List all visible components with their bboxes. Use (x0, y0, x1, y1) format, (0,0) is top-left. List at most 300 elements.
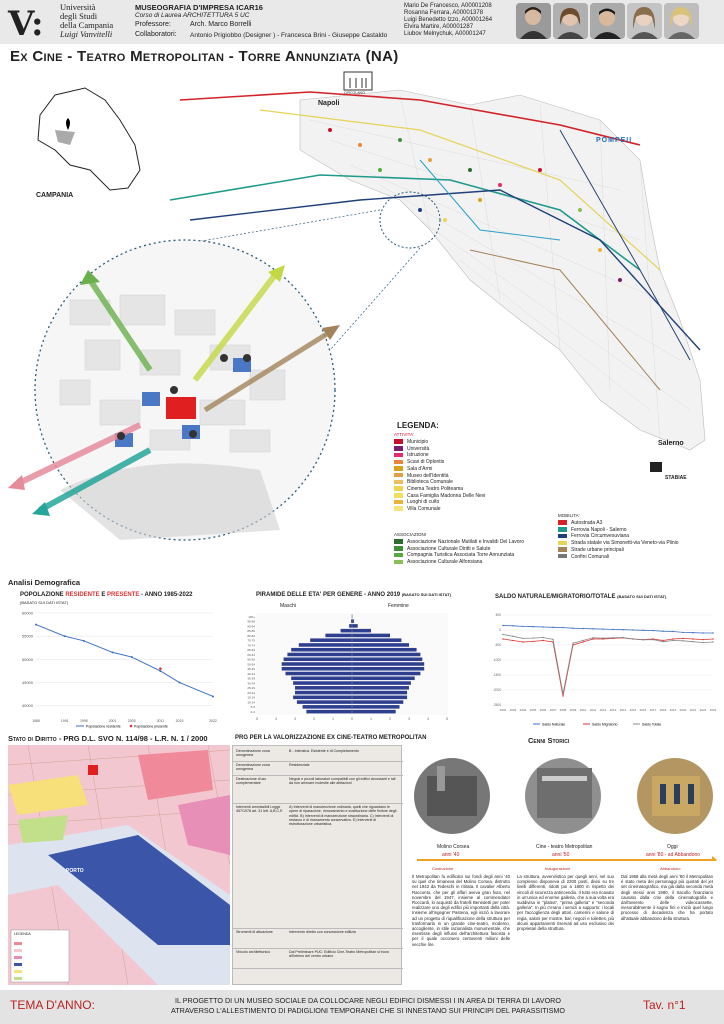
student-3: Luigi Benedetto Izzo, A00001264 (404, 17, 493, 23)
university-name-2: degli Studi (60, 11, 98, 21)
bar-male (310, 638, 352, 642)
legend-label: Biblioteca Comunale (407, 479, 453, 486)
focus-connector-2 (330, 248, 420, 350)
legend-label: Saldo Naturale (542, 722, 566, 727)
legend-item (394, 439, 485, 446)
cenni-col3: Dal 1958 alla metà degli anni '80 il Metropolitan è stato meta dei personaggi più quotati del jet set cinematografico, ma già dalla seconda metà degli stessi anni 1980, il tracollo finanziario causato dalla crisi della cinematografia e dall'avvento delle videocassette, inesorabilmente il sogno finì e iniziò quel lungo processo di decadenza che ha portato all'attuale abbandono della struttura. (621, 874, 713, 921)
data-point (642, 630, 643, 631)
data-point (602, 628, 603, 629)
bar-female (352, 667, 424, 671)
data-point (672, 638, 673, 639)
student-photo-2 (553, 3, 588, 39)
data-point (712, 632, 713, 633)
legend-item (394, 539, 524, 546)
y-tick-label: 60000 (21, 610, 33, 616)
data-point (662, 640, 663, 641)
tav-number: Tav. n°1 (643, 998, 686, 1012)
series-line-residente (36, 625, 213, 697)
student-2: Rosanna Ferrara, A00001378 (404, 10, 484, 16)
legend-label: Ferrovia Circumvesuviana (571, 533, 630, 540)
saldo-chart (485, 605, 717, 732)
series-line (503, 626, 713, 634)
data-point (592, 638, 593, 639)
data-point (692, 641, 693, 642)
category-label: 55-59 (247, 657, 255, 662)
data-point (652, 639, 653, 640)
data-point (682, 638, 683, 639)
category-label: 60-64 (247, 652, 255, 657)
bar-female (352, 681, 411, 685)
data-point (159, 670, 161, 672)
legend-swatch (558, 554, 567, 559)
legend-label: Compagnia Turistica Associata Torre Annunziata (407, 552, 515, 559)
pompei-label: POMPEII (596, 137, 633, 144)
legend-item (394, 552, 524, 559)
category-label: 65-69 (247, 648, 255, 653)
x-tick-label: 2017 (649, 708, 657, 712)
category-label: 20-24 (247, 690, 255, 695)
x-tick-label: 2011 (589, 708, 597, 712)
bar-female (352, 700, 403, 704)
legend-swatch (394, 493, 403, 498)
prg-legend-title: LEGENDA (14, 932, 31, 936)
data-point-presente (159, 667, 162, 670)
legend-item (394, 466, 485, 473)
prg-row-key: Vincolo architettonico (236, 950, 271, 954)
category-label: 50-54 (247, 662, 255, 667)
y-tick-label: -2500 (492, 703, 501, 708)
site-marker-blue-1 (142, 392, 160, 406)
prg-row-divider (233, 948, 403, 949)
legend-item (394, 499, 485, 506)
legend-item (558, 540, 679, 547)
category-label: 5-9 (250, 705, 255, 710)
prg-row-divider (233, 928, 403, 929)
student-4: Elvira Martire, A00001287 (404, 24, 474, 30)
prg-row-key: Destinazione d'uso complementare (236, 777, 267, 786)
x-tick-label: 2022 (209, 719, 217, 723)
x-tick-label: 2015 (175, 719, 184, 723)
x-tick-label: 1991 (60, 719, 69, 723)
data-point (512, 640, 513, 641)
legend-item (394, 452, 485, 459)
prg-row-value: Residenziale (289, 763, 310, 767)
x-tick-label: 3 (408, 717, 410, 721)
legend-mobilita-title: MOBILITA' (558, 513, 580, 518)
legend-item (394, 459, 485, 466)
data-point (592, 637, 593, 638)
legend-swatch (394, 439, 403, 444)
timeline-1: anni '40 (442, 852, 460, 858)
x-tick-label: 1 (370, 717, 372, 721)
chart2-female-label: Femmine (388, 603, 409, 609)
bar-male (303, 705, 352, 709)
x-tick-label: 2021 (689, 708, 697, 712)
x-tick-label: 2007 (549, 708, 557, 712)
y-tick-label: -500 (494, 643, 501, 648)
prg-row-key: Strumenti di attuazione (236, 930, 273, 934)
legend-label: Associazione Nazionale Mutilati e Invalidi Del Lavoro (407, 539, 525, 545)
student-photo-5 (664, 3, 699, 39)
data-point (522, 626, 523, 627)
legend-label: Popolazione residente (86, 724, 121, 729)
data-point (502, 625, 503, 626)
y-tick-label: -2000 (492, 688, 501, 693)
legend-item (394, 546, 524, 553)
data-point (522, 641, 523, 642)
x-tick-label: 2009 (569, 708, 577, 712)
legend-label: Villa Comunale (407, 506, 441, 513)
x-tick-label: 2015 (629, 708, 637, 712)
bar-female (352, 705, 400, 709)
cenni-title: Cenni Storici (528, 736, 570, 745)
category-label: 40-44 (247, 671, 255, 676)
prg-row-value: Negozi e piccoli laboratori compatibili con gli edifici circostanti e tali da non arrecare molestie alle abitazioni (289, 777, 396, 786)
x-tick-label: 4 (427, 717, 429, 721)
prg-row-divider (233, 775, 403, 776)
data-point (64, 635, 66, 637)
data-point (712, 638, 713, 639)
legend-label: Cinema Teatro Politeama (407, 485, 464, 492)
timeline-3b: Abbandono (660, 866, 681, 871)
legend-label: Municipio (407, 439, 429, 445)
y-tick-label: 55000 (21, 633, 33, 639)
data-point (512, 625, 513, 626)
prg-row-value: A) Interventi di manutenzione ordinaria, quelli che riguardano le opere di riparazione, rinnovamento e sostituzione delle finiture degli edifici. B) Interventi di manutenzione straordinaria. C) Interventi di restauro e di risanamento conservativo. E) Interventi di ristrutturazione urbanistica. (289, 805, 397, 827)
prg-row-value: Dal Preliminare PUC: Edificio Cine-Teatro Metropolitan si trova all'interno del centro urbano (289, 950, 389, 959)
data-point (672, 640, 673, 641)
bar-female (352, 643, 409, 647)
x-tick-label: 1995 (79, 719, 88, 723)
bar-male (291, 648, 352, 652)
legend-swatch (558, 547, 567, 552)
bar-female (352, 624, 358, 628)
prg-site-marker (88, 765, 98, 775)
x-tick-label: 2005 (529, 708, 537, 712)
bar-female (352, 648, 417, 652)
legend-label: Istruzione (407, 452, 429, 459)
data-point (662, 631, 663, 632)
data-point (652, 630, 653, 631)
x-tick-label: 3 (294, 717, 296, 721)
bar-male (287, 653, 352, 657)
x-tick-label: 5 (446, 717, 448, 721)
x-tick-label: 2011 (156, 719, 165, 723)
prg-row-divider (233, 803, 403, 804)
bar-female (352, 619, 354, 623)
bar-male (295, 691, 352, 695)
campania-outline (38, 88, 140, 190)
x-tick-label: 5 (256, 717, 258, 721)
salerno-label: Salerno (658, 440, 684, 447)
tema-line-1: IL PROGETTO DI UN MUSEO SOCIALE DA COLLOCARE NEGLI EDIFICI DISMESSI I IN AREA DI TERRA DI LAVORO (175, 996, 561, 1005)
data-point (35, 624, 37, 626)
data-point (712, 641, 713, 642)
x-tick-label: 4 (275, 717, 277, 721)
y-tick-label: 40000 (21, 703, 33, 709)
university-name-3: della Campania (60, 20, 114, 30)
bar-male (284, 657, 352, 661)
prg-val-title: PRG PER LA VALORIZZAZIONE EX CINE-TEATRO METROPOLITAN (235, 735, 427, 741)
timeline-1b: Costruzione (432, 866, 454, 871)
data-point (682, 632, 683, 633)
circolano-label: CIRCOLANO (344, 91, 365, 95)
prg-map (8, 745, 230, 985)
data-point (702, 632, 703, 633)
student-photo-4 (627, 3, 662, 39)
footer-bar (0, 990, 724, 1024)
x-tick-label: 2004 (519, 708, 527, 712)
course-title: MUSEOGRAFIA D'IMPRESA ICAR16 (135, 3, 263, 12)
x-tick-label: 2 (389, 717, 391, 721)
legend-item (558, 533, 679, 540)
header-bar (0, 0, 724, 44)
bar-female (352, 634, 390, 638)
legend-label: Associazione Culturale Alfonsiana (407, 559, 483, 566)
prg-row-value: B - Intensiva. Esistente e di Completamento (289, 749, 359, 753)
bar-female (352, 657, 422, 661)
y-tick-label: -1500 (492, 673, 501, 678)
data-point (532, 641, 533, 642)
legend-dot (130, 725, 133, 728)
x-tick-label: 1985 (32, 719, 40, 723)
legend-swatch (558, 541, 567, 546)
legend-label: Strade urbane principali (571, 546, 624, 553)
x-tick-label: 2014 (619, 708, 627, 712)
data-point (532, 626, 533, 627)
legend-label: Luoghi di culto (407, 499, 440, 506)
prg-table (232, 745, 402, 985)
legend-swatch (558, 527, 567, 532)
arrow-pink-1-head (8, 475, 25, 490)
category-label: 45-49 (247, 667, 255, 672)
legend-item (558, 547, 679, 554)
bar-female (352, 662, 424, 666)
chart1-sub: (BASATO SUI DATI ISTAT) (20, 600, 69, 605)
bar-female (352, 696, 407, 700)
data-point (502, 634, 503, 635)
y-tick-label: 45000 (21, 680, 33, 686)
x-tick-label: 2013 (609, 708, 617, 712)
data-point (692, 632, 693, 633)
age-pyramid-chart (232, 610, 472, 732)
student-1: Mario De Francesco, A00001208 (404, 3, 492, 9)
data-point (612, 629, 613, 630)
data-point (682, 640, 683, 641)
category-label: 80-84 (247, 633, 255, 638)
data-point (702, 639, 703, 640)
legend-label: Saldo Migratorio (592, 722, 618, 727)
prg-row-key: Denominazione zona omogenea (236, 749, 270, 758)
legend-swatch (394, 560, 403, 565)
data-point (562, 693, 563, 694)
university-logo: V: (8, 4, 44, 44)
degree-line: Corso di Laurea ARCHITETTURA 5 UC (135, 12, 250, 19)
bar-male (295, 686, 352, 690)
legend-swatch (394, 546, 403, 551)
tema-label: TEMA D'ANNO: (10, 998, 95, 1012)
data-point (702, 642, 703, 643)
data-point (542, 637, 543, 638)
data-point (562, 627, 563, 628)
bar-male (325, 634, 352, 638)
campania-label: CAMPANIA (36, 192, 74, 199)
category-label: 15-19 (247, 695, 255, 700)
data-point (672, 631, 673, 632)
y-tick-label: 500 (495, 613, 501, 618)
category-label: 30-34 (247, 681, 255, 686)
legend-associazioni-list (394, 539, 524, 566)
legend-item (394, 506, 485, 513)
legend-swatch (394, 539, 403, 544)
bar-female (352, 691, 407, 695)
legend-label: Università (407, 445, 430, 452)
legend-mobilita-list (558, 520, 679, 560)
data-point (512, 636, 513, 637)
category-label: 95-99 (247, 619, 255, 624)
data-point (692, 638, 693, 639)
legend-label: Associazione Culturale Diritti e Salute (407, 545, 491, 552)
legend-label: Scavi di Oplontis (407, 459, 445, 466)
category-label: 75-79 (247, 638, 255, 643)
x-tick-label: 2006 (539, 708, 547, 712)
legend-item (394, 479, 485, 486)
x-tick-label: 2 (313, 717, 315, 721)
data-point (592, 628, 593, 629)
category-label: 0-4 (250, 710, 255, 714)
legend-swatch (394, 473, 403, 478)
prg-row-divider (233, 761, 403, 762)
bar-male (341, 629, 352, 633)
chart2-male-label: Maschi (280, 603, 296, 609)
x-tick-label: 2002 (499, 708, 507, 712)
data-point (632, 638, 633, 639)
data-point (622, 629, 623, 630)
data-point (542, 626, 543, 627)
legend-label: Museo dell'Identità (407, 472, 449, 479)
professor-name: Arch. Marco Borrelli (190, 21, 252, 28)
legend-item (394, 493, 485, 500)
legend-swatch (558, 520, 567, 525)
legend-item (394, 446, 485, 453)
legend-item (558, 554, 679, 561)
data-point (572, 628, 573, 629)
series-line (503, 635, 713, 694)
university-name-4: Luigi Vanvitelli (60, 29, 113, 39)
data-point (552, 627, 553, 628)
legend-swatch (558, 534, 567, 539)
data-point (522, 638, 523, 639)
legend-item (558, 520, 679, 527)
legend-swatch (394, 466, 403, 471)
legend-title: LEGENDA: (397, 421, 439, 430)
legend-label: Autostrada A3 (571, 520, 603, 526)
x-tick-label: 2001 (108, 719, 117, 723)
porto-label: PORTO (66, 868, 84, 874)
legend-label: Ferrovia Napoli - Salerno (571, 526, 627, 533)
prg-row-key: Denominazione zona omogenea (236, 763, 270, 772)
analisi-title: Analisi Demografica (8, 578, 81, 587)
x-tick-label: 2019 (669, 708, 677, 712)
data-point (542, 640, 543, 641)
bar-male (299, 643, 352, 647)
legend-label: Popolazione presente (134, 724, 168, 729)
legend-item (394, 559, 524, 566)
data-point (562, 695, 563, 696)
category-label: 70-74 (247, 643, 255, 648)
data-point (112, 651, 114, 653)
timeline-3: anni '80 - ad Abbandono (646, 852, 701, 858)
category-label: 90-94 (247, 624, 255, 629)
collaborators-label: Collaboratori: (135, 31, 177, 38)
circolano-logo-icon (344, 72, 372, 90)
x-tick-label: 2023 (709, 708, 717, 712)
legend-associazioni-title: ASSOCIAZIONI (394, 532, 427, 537)
data-point (212, 695, 214, 697)
legend-swatch (394, 500, 403, 505)
data-point (612, 637, 613, 638)
bar-male (293, 696, 352, 700)
napoli-label: Napoli (318, 100, 340, 107)
cenni-col1: Il Metropolitan fu edificato sui fondi degli anni '40 su quel che rimaneva del Molino Corsea, distrutto nel 1943 da Tedeschi in ritirata. Il cavalier Alberto Racconto, che per gli affari aveva gran fiuto, nel novembre del 1947, insieme al commendator Roccardi, lo acquistò da fratelli Benedetti per poter realizzare uno degli edifici più importanti della città. Insieme all'ingegner Pastena, egli iniziò a lavorare ad un progetto di riqualificazione della struttura per trasformarla in un grande cine-teatro, moderno, accogliente, in stile razionalista monumentale, che risentisse degli influssi dell'architettura fascista e per il quale occorsero centoventi milioni delle vecchie lire. (412, 874, 510, 947)
bar-male (282, 667, 352, 671)
category-label: 100+ (248, 614, 255, 619)
y-tick-label: 50000 (21, 656, 33, 662)
data-point (662, 641, 663, 642)
data-point (131, 656, 133, 658)
photo1-label: Molino Corsea (437, 844, 470, 850)
x-tick-label: 2016 (639, 708, 647, 712)
data-point (632, 629, 633, 630)
legend-label: Sala d'Armi (407, 465, 433, 472)
legend-item (394, 473, 485, 480)
metropolitan-highlight (166, 397, 196, 419)
x-tick-label: 2022 (699, 708, 707, 712)
population-chart (8, 607, 223, 732)
legend-swatch (394, 506, 403, 511)
legend-item (394, 486, 485, 493)
bar-male (282, 662, 352, 666)
student-photo-3 (590, 3, 625, 39)
x-tick-label: 2020 (679, 708, 687, 712)
category-label: 35-39 (247, 676, 255, 681)
data-point (532, 637, 533, 638)
bar-male (293, 681, 352, 685)
prg-title: Stato di Diritto - PRG D.L. SVO N. 114/98 - L.R. N. 1 / 2000 (8, 734, 208, 743)
bar-female (352, 686, 409, 690)
stabiae-label: STABIAE (665, 475, 687, 481)
legend-swatch (394, 453, 403, 458)
student-photo-1 (516, 3, 551, 39)
data-point (582, 628, 583, 629)
legend-item (558, 527, 679, 534)
bar-male (349, 624, 352, 628)
prg-row-key: Interventi ammissibili Legge 457/1978 art. 31 lett. A,B,C,E (236, 805, 283, 814)
x-tick-label: 2008 (559, 708, 567, 712)
x-tick-label: 1 (332, 717, 334, 721)
student-5: Liubov Melnychuk, A00001247 (404, 31, 486, 37)
legend-swatch (394, 460, 403, 465)
page-title: Ex Cine - Teatro Metropolitan - Torre Annunziata (NA) (10, 48, 399, 65)
legend-swatch (394, 486, 403, 491)
data-point (83, 640, 85, 642)
x-tick-label: 2003 (509, 708, 517, 712)
category-label: 10-14 (247, 700, 255, 705)
bar-female (352, 672, 420, 676)
data-point (622, 637, 623, 638)
chart3-title: SALDO NATURALE/MIGRATORIO/TOTALE (BASATO SUI DATI ISTAT) (495, 594, 667, 600)
chart1-title: POPOLAZIONE RESIDENTE E PRESENTE - ANNO 1985-2022 (20, 592, 193, 598)
